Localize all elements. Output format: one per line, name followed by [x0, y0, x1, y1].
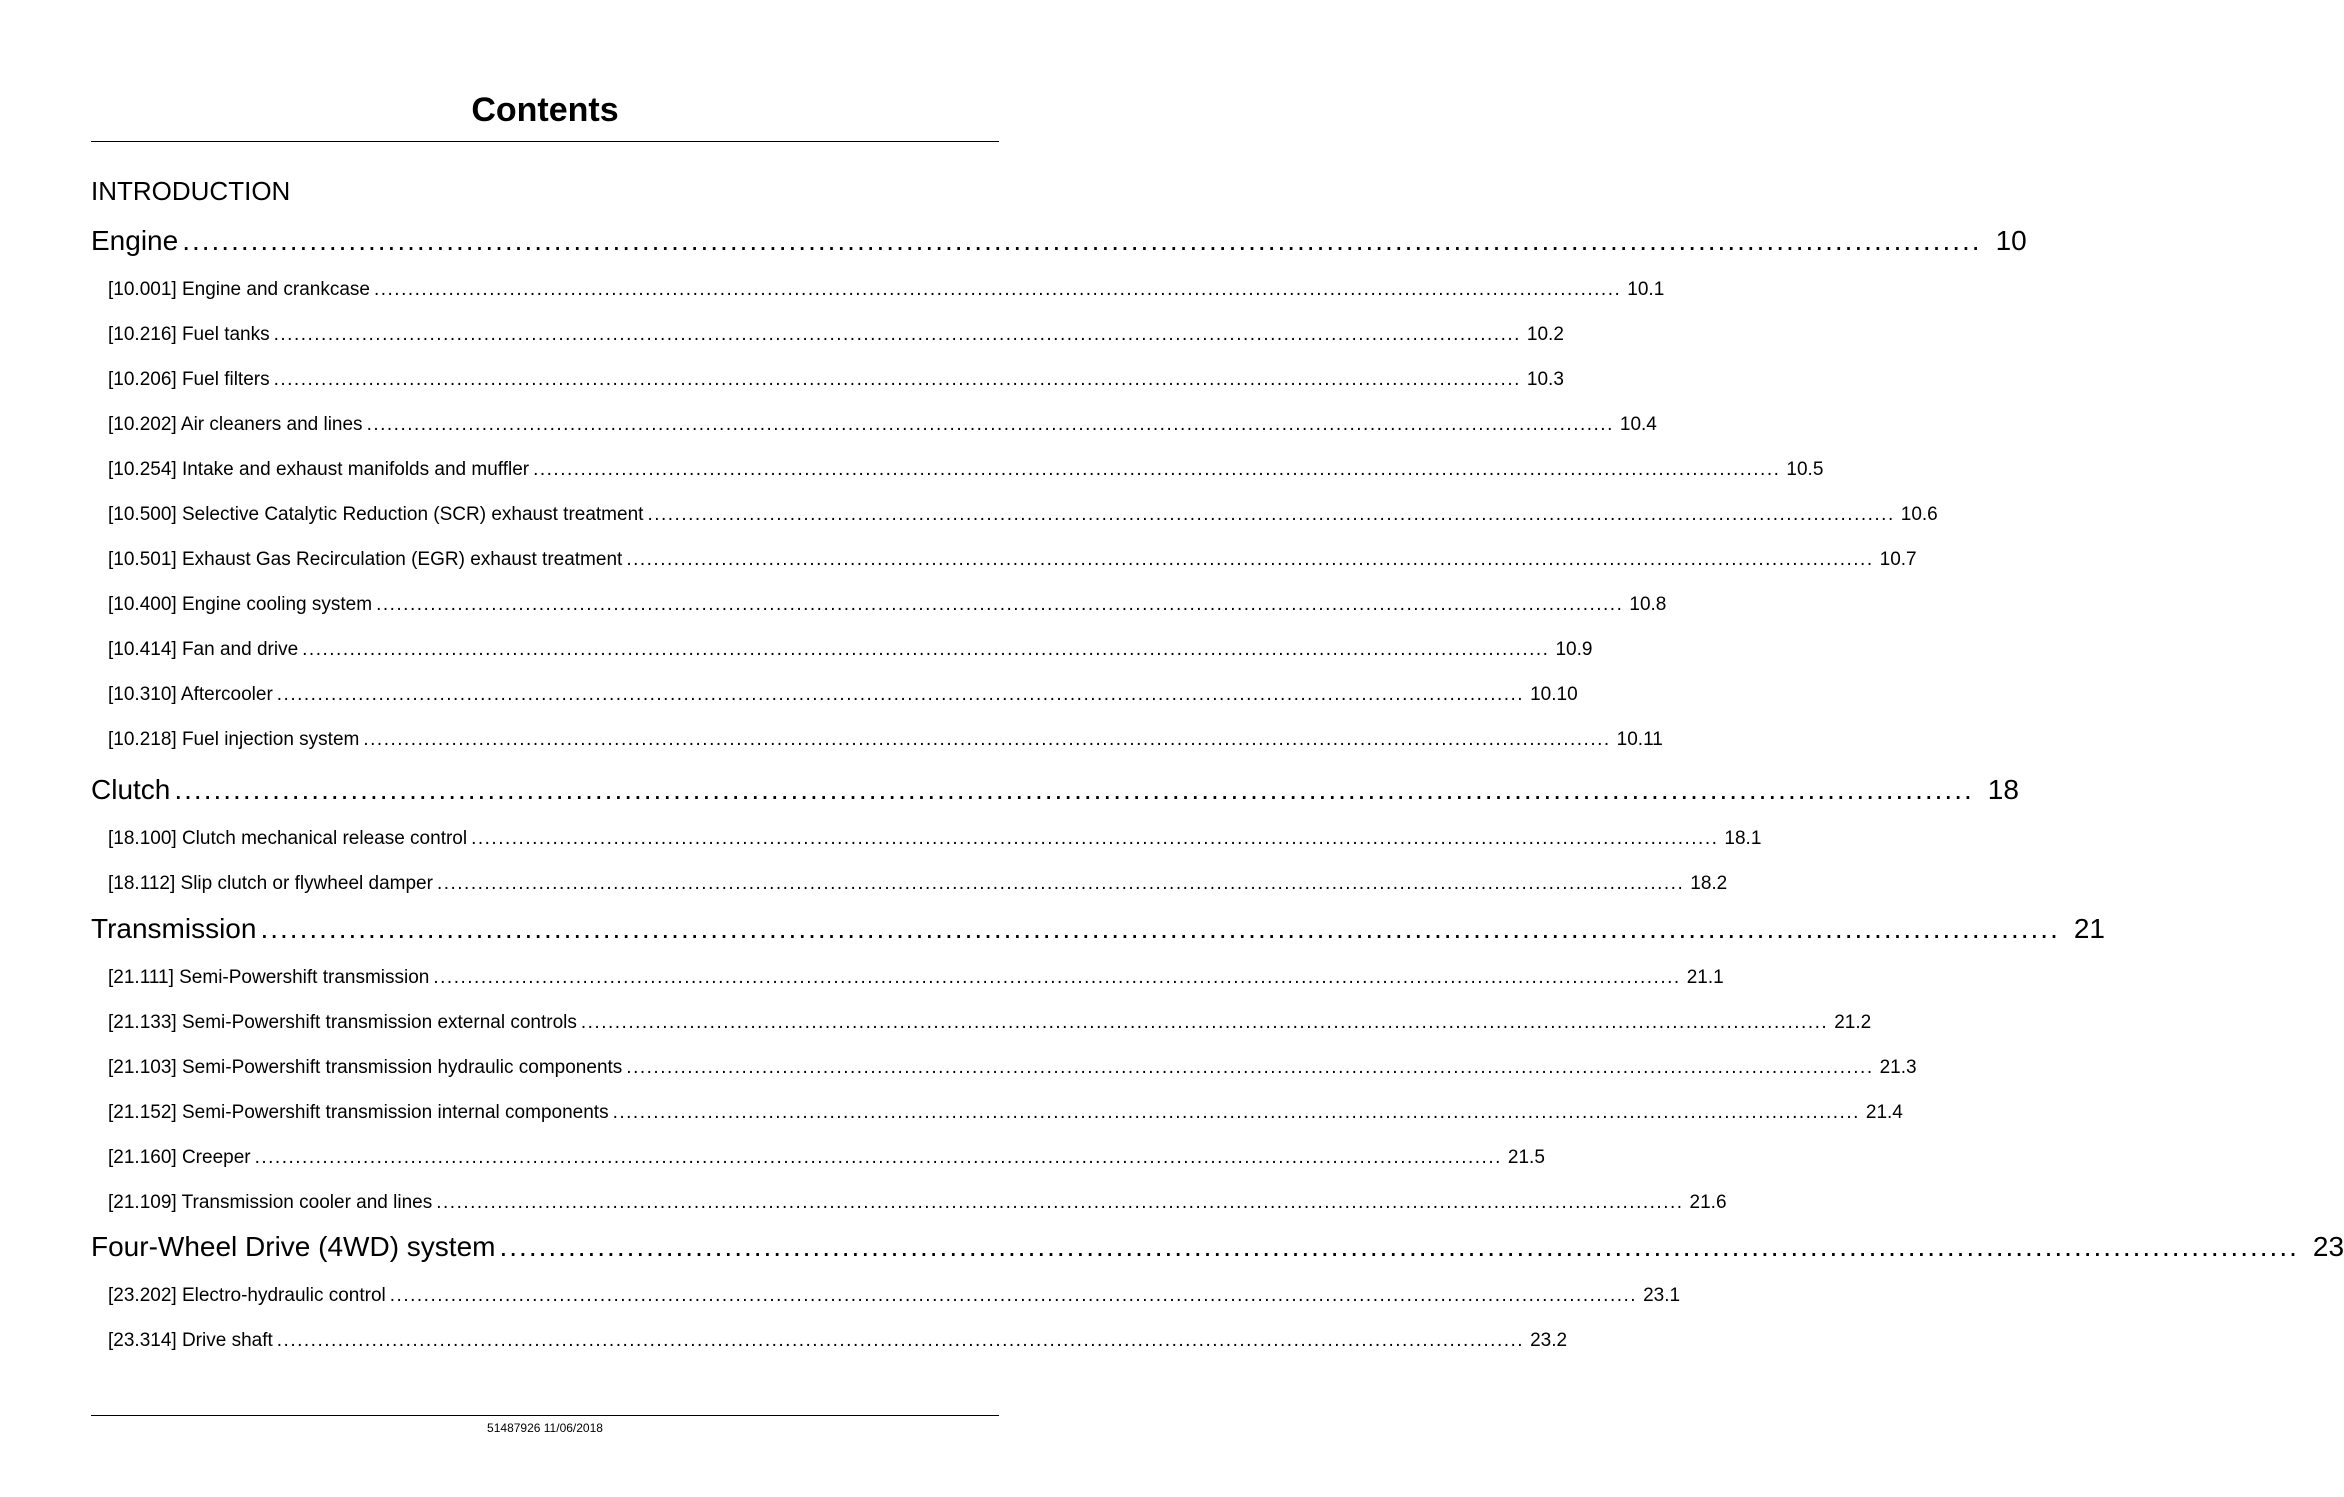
toc-section-page: 10 [1995, 225, 2027, 256]
toc-leader-dots: ........................................................................................................................................................................................ [260, 913, 2060, 944]
toc-leader-dots: ........................................................................................................................................................................................ [373, 279, 1622, 300]
toc-item-label: [10.216] Fuel tanks [108, 324, 270, 345]
toc-item-row[interactable] [108, 547, 1917, 573]
toc-leader-dots: ........................................................................................................................................................................................ [433, 967, 1681, 988]
toc-item-page: 10.6 [1900, 504, 1938, 525]
toc-item-row[interactable] [108, 1100, 1903, 1126]
toc-item-page: 18.2 [1690, 873, 1728, 894]
toc-item-label: [10.400] Engine cooling system [108, 594, 373, 615]
toc-leader-dots: ........................................................................................................................................................................................ [376, 594, 1624, 615]
toc-item-page: 10.7 [1879, 549, 1917, 570]
toc-item-label: [10.206] Fuel filters [108, 369, 270, 390]
toc-item-row[interactable] [108, 1145, 1545, 1171]
toc-item-page: 21.5 [1507, 1147, 1545, 1168]
toc-item-row[interactable] [108, 682, 1578, 708]
toc-item-row[interactable] [108, 277, 1665, 303]
toc-leader-dots: ........................................................................................................................................................................................ [273, 369, 1521, 390]
toc-item-page: 10.5 [1786, 459, 1824, 480]
footer-document-id: 51487926 11/06/2018 [487, 1421, 603, 1435]
toc-section-row[interactable] [91, 770, 2019, 810]
toc-item-row[interactable] [108, 1283, 1681, 1309]
toc-leader-dots: ........................................................................................................................................................................................ [471, 828, 1719, 849]
toc-item-label: [21.109] Transmission cooler and lines [108, 1192, 433, 1213]
toc-leader-dots: ........................................................................................................................................................................................ [273, 324, 1521, 345]
toc-section-label: Engine [91, 225, 179, 256]
toc-item-page: 21.4 [1865, 1102, 1903, 1123]
toc-leader-dots: ........................................................................................................................................................................................ [363, 729, 1611, 750]
toc-item-row[interactable] [108, 412, 1657, 438]
toc-item-page: 23.1 [1643, 1285, 1681, 1306]
toc-section-label: Transmission [91, 913, 257, 944]
toc-item-row[interactable] [108, 1190, 1727, 1216]
toc-item-row[interactable] [108, 727, 1663, 753]
toc-section-label: Four-Wheel Drive (4WD) system [91, 1231, 496, 1262]
toc-item-label: [18.112] Slip clutch or flywheel damper [108, 873, 433, 894]
toc-item-row[interactable] [108, 1055, 1917, 1081]
toc-leader-dots: ........................................................................................................................................................................................ [626, 549, 1874, 570]
toc-leader-dots: ........................................................................................................................................................................................ [647, 504, 1895, 525]
toc-item-row[interactable] [108, 592, 1667, 618]
toc-item-label: [21.160] Creeper [108, 1147, 251, 1168]
toc-item-page: 10.9 [1555, 639, 1593, 660]
toc-leader-dots: ........................................................................................................................................................................................ [182, 225, 1982, 256]
toc-item-label: [18.100] Clutch mechanical release control [108, 828, 468, 849]
toc-item-page: 23.2 [1530, 1330, 1568, 1351]
toc-leader-dots: ........................................................................................................................................................................................ [366, 414, 1614, 435]
toc-section-page: 21 [2073, 913, 2105, 944]
toc-item-page: 10.8 [1629, 594, 1667, 615]
toc-item-row[interactable] [108, 965, 1724, 991]
toc-item-label: [10.414] Fan and drive [108, 639, 299, 660]
toc-item-row[interactable] [108, 322, 1564, 348]
toc-item-page: 10.2 [1526, 324, 1564, 345]
toc-leader-dots: ........................................................................................................................................................................................ [276, 684, 1525, 705]
page-title: Contents [471, 91, 619, 129]
toc-leader-dots: ........................................................................................................................................................................................ [499, 1231, 2299, 1262]
toc-item-label: [23.202] Electro-hydraulic control [108, 1285, 386, 1306]
toc-item-label: [10.501] Exhaust Gas Recirculation (EGR) exhaust treatment [108, 549, 623, 570]
toc-item-row[interactable] [108, 457, 1824, 483]
toc-item-row[interactable] [108, 1328, 1568, 1354]
toc-item-row[interactable] [108, 1010, 1872, 1036]
toc-item-label: [23.314] Drive shaft [108, 1330, 273, 1351]
introduction-heading: INTRODUCTION [91, 176, 291, 206]
toc-section-page: 23 [2312, 1231, 2344, 1262]
toc-leader-dots: ........................................................................................................................................................................................ [276, 1330, 1525, 1351]
toc-item-label: [10.202] Air cleaners and lines [108, 414, 363, 435]
toc-section-row[interactable] [91, 909, 2105, 949]
toc-item-page: 21.1 [1686, 967, 1724, 988]
toc-item-label: [21.133] Semi-Powershift transmission external controls [108, 1012, 577, 1033]
toc-leader-dots: ........................................................................................................................................................................................ [626, 1057, 1874, 1078]
toc-item-row[interactable] [108, 637, 1593, 663]
toc-item-label: [10.254] Intake and exhaust manifolds and muffler [108, 459, 530, 480]
toc-item-label: [21.111] Semi-Powershift transmission [108, 967, 430, 988]
toc-item-page: 10.4 [1619, 414, 1657, 435]
toc-item-label: [21.152] Semi-Powershift transmission internal components [108, 1102, 609, 1123]
toc-leader-dots: ........................................................................................................................................................................................ [302, 639, 1550, 660]
toc-item-page: 21.2 [1834, 1012, 1872, 1033]
toc-leader-dots: ........................................................................................................................................................................................ [174, 774, 1974, 805]
toc-section-label: Clutch [91, 774, 171, 805]
toc-leader-dots: ........................................................................................................................................................................................ [389, 1285, 1638, 1306]
toc-section-row[interactable] [91, 1227, 2344, 1267]
toc-item-label: [10.001] Engine and crankcase [108, 279, 370, 300]
toc-item-page: 10.10 [1530, 684, 1578, 705]
toc-item-page: 10.3 [1526, 369, 1564, 390]
toc-leader-dots: ........................................................................................................................................................................................ [436, 1192, 1684, 1213]
toc-leader-dots: ........................................................................................................................................................................................ [254, 1147, 1502, 1168]
toc-leader-dots: ........................................................................................................................................................................................ [612, 1102, 1860, 1123]
toc-item-label: [10.500] Selective Catalytic Reduction (SCR) exhaust treatment [108, 504, 644, 525]
toc-item-page: 10.11 [1616, 729, 1663, 750]
toc-leader-dots: ........................................................................................................................................................................................ [580, 1012, 1829, 1033]
toc-item-page: 21.6 [1689, 1192, 1727, 1213]
toc-item-label: [10.310] Aftercooler [108, 684, 273, 705]
toc-item-page: 10.1 [1627, 279, 1665, 300]
toc-item-row[interactable] [108, 826, 1762, 852]
toc-item-row[interactable] [108, 871, 1728, 897]
toc-leader-dots: ........................................................................................................................................................................................ [533, 459, 1781, 480]
toc-item-page: 18.1 [1724, 828, 1762, 849]
toc-item-row[interactable] [108, 367, 1564, 393]
footer-divider [91, 1415, 999, 1416]
toc-section-page: 18 [1987, 774, 2019, 805]
toc-item-label: [21.103] Semi-Powershift transmission hydraulic components [108, 1057, 623, 1078]
title-divider [91, 141, 999, 142]
toc-leader-dots: ........................................................................................................................................................................................ [436, 873, 1685, 894]
toc-section-row[interactable] [91, 221, 2027, 261]
toc-item-label: [10.218] Fuel injection system [108, 729, 360, 750]
toc-item-page: 21.3 [1879, 1057, 1917, 1078]
toc-item-row[interactable] [108, 502, 1938, 528]
